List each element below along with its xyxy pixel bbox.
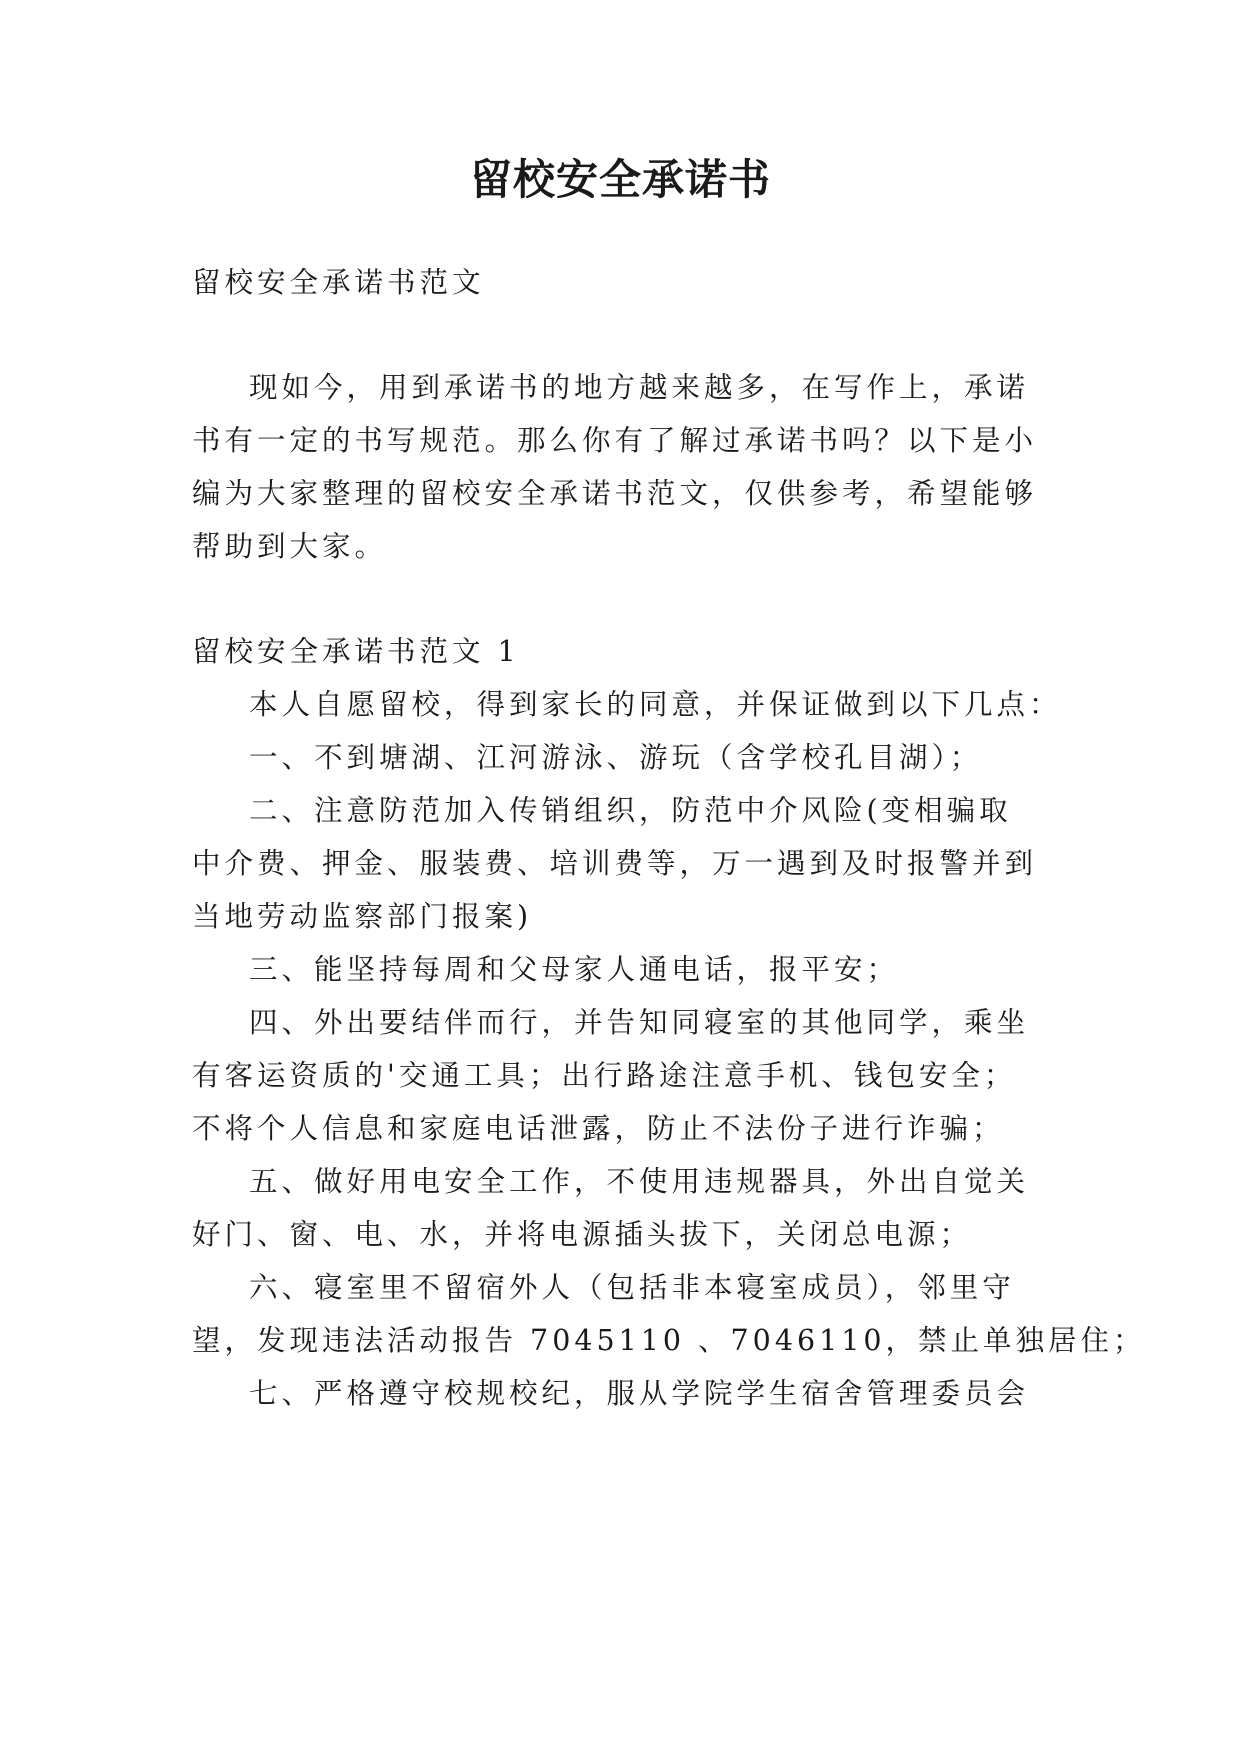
body-line: 七、严格遵守校规校纪，服从学院学生宿舍管理委员会 xyxy=(249,1377,1030,1410)
body-line: 有客运资质的'交通工具；出行路途注意手机、钱包安全； xyxy=(192,1059,1017,1092)
document-title: 留校安全承诺书 xyxy=(469,155,771,204)
body-line: 本人自愿留校，得到家长的同意，并保证做到以下几点： xyxy=(249,688,1062,721)
body-line: 不将个人信息和家庭电话泄露，防止不法份子进行诈骗； xyxy=(192,1112,1005,1145)
body-line: 六、寝室里不留宿外人（包括非本寝室成员），邻里守 xyxy=(249,1271,1015,1304)
section-heading: 留校安全承诺书范文 1 xyxy=(192,635,520,668)
body-line: 当地劳动监察部门报案) xyxy=(192,900,533,933)
body-line: 一、不到塘湖、江河游泳、游玩（含学校孔目湖）； xyxy=(249,741,983,774)
body-line: 好门、窗、电、水，并将电源插头拔下，关闭总电源； xyxy=(192,1218,973,1251)
body-line: 三、能坚持每周和父母家人通电话，报平安； xyxy=(249,953,900,986)
body-line: 四、外出要结伴而行，并告知同寝室的其他同学，乘坐 xyxy=(249,1006,1030,1039)
intro-line-1: 现如今，用到承诺书的地方越来越多，在写作上，承诺 xyxy=(249,371,1030,404)
intro-line-4: 帮助到大家。 xyxy=(192,530,388,563)
intro-line-3: 编为大家整理的留校安全承诺书范文，仅供参考，希望能够 xyxy=(192,477,1038,510)
body-line: 中介费、押金、服装费、培训费等，万一遇到及时报警并到 xyxy=(192,847,1038,880)
body-line: 二、注意防范加入传销组织，防范中介风险(变相骗取 xyxy=(249,794,1012,827)
intro-line-2: 书有一定的书写规范。那么你有了解过承诺书吗？以下是小 xyxy=(192,424,1038,457)
subtitle: 留校安全承诺书范文 xyxy=(192,266,485,299)
body-line: 五、做好用电安全工作，不使用违规器具，外出自觉关 xyxy=(249,1165,1030,1198)
body-line: 望，发现违法活动报告 7045110 、7046110，禁止单独居住； xyxy=(192,1324,1146,1357)
